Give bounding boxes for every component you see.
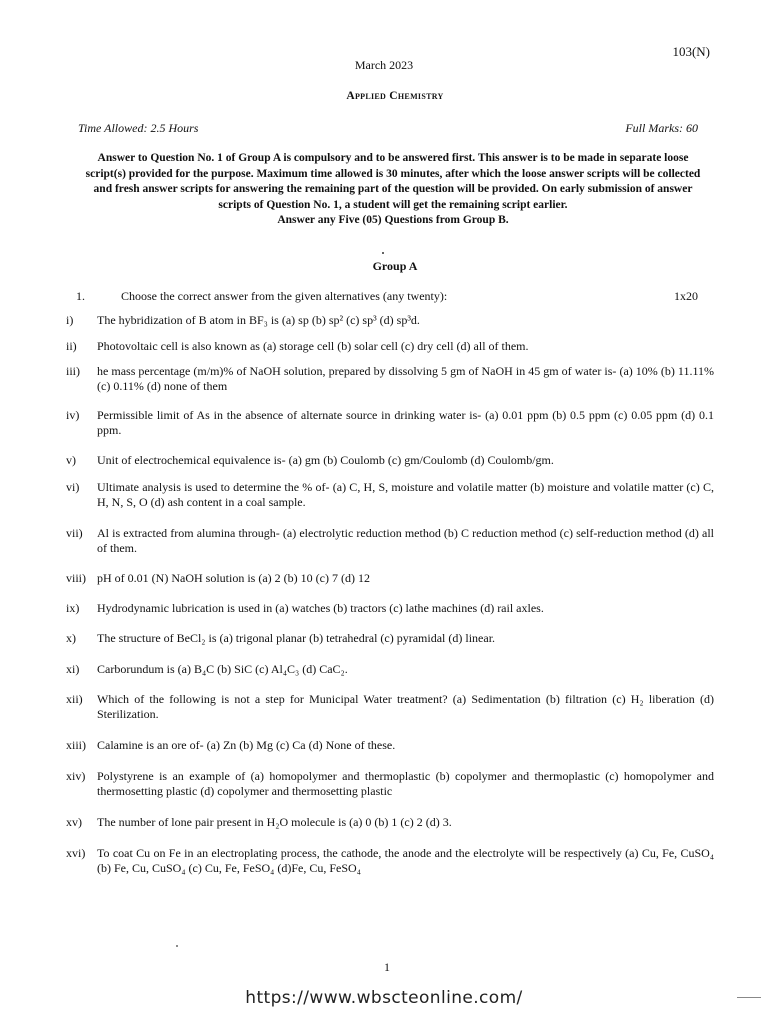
list-item [66, 692, 714, 722]
list-item [66, 631, 714, 646]
item-number: viii) [66, 571, 86, 585]
list-item [66, 480, 714, 510]
item-text: To coat Cu on Fe in an electroplating process, the cathode, the anode and the electrolyte will be respectively (a) Cu, Fe, CuSO₄ (b) Fe, Cu, CuSO₄ (c) Cu, Fe, FeSO₄ (d)Fe, Cu, FeSO₄ [97, 846, 714, 875]
exam-date: March 2023 [354, 58, 414, 72]
list-item [66, 846, 714, 876]
item-text: Unit of electrochemical equivalence is- (a) gm (b) Coulomb (c) gm/Coulomb (d) Coulomb/gm. [97, 453, 554, 467]
item-text: Ultimate analysis is used to determine the % of- (a) C, H, S, moisture and volatile matter (b) moisture and volatile matter (c) C, H, N, S, O (d) ash content in a coal sample. [97, 480, 714, 509]
item-text: Which of the following is not a step for Municipal Water treatment? (a) Sedimentation (b) filtration (c) H₂ liberation (d) Sterilization. [97, 692, 714, 721]
list-item [66, 526, 714, 556]
list-item [66, 601, 714, 616]
item-text: Polystyrene is an example of (a) homopolymer and thermoplastic (b) copolymer and thermoplastic (c) homopolymer and thermosetting plastic (d) copolymer and thermosetting plastic [97, 769, 714, 798]
speck-mark [176, 945, 178, 947]
item-text: Calamine is an ore of- (a) Zn (b) Mg (c) Ca (d) None of these. [97, 738, 396, 752]
item-number: ix) [66, 601, 80, 615]
paper-code: 103(N) [672, 44, 710, 59]
speck-mark [382, 252, 384, 254]
list-item [66, 738, 714, 753]
instruction-group-b: Answer any Five (05) Questions from Group B. [277, 214, 509, 226]
exam-instructions [78, 151, 708, 229]
list-item [66, 815, 714, 830]
list-item [66, 408, 714, 438]
item-number: iii) [66, 364, 80, 378]
time-allowed: Time Allowed: 2.5 Hours [78, 121, 199, 135]
item-number: x) [66, 631, 76, 645]
question-marks: 1x20 [674, 289, 698, 303]
item-text: The structure of BeCl₂ is (a) trigonal planar (b) tetrahedral (c) pyramidal (d) linear. [97, 631, 496, 645]
item-number: i) [66, 313, 74, 327]
item-text: he mass percentage (m/m)% of NaOH solution, prepared by dissolving 5 gm of NaOH in 45 gm of water is- (a) 10% (b) 11.11% (c) 0.11% (d) none of them [97, 364, 714, 393]
instruction-compulsory: Answer to Question No. 1 of Group A is compulsory and to be answered first. This answer is to be made in separate loose script(s) provided for the purpose. Maximum time allowed is 30 minutes, after which the loose answer scripts will be collected and fresh answer scripts for answering the remaining part of the question will be provided. On early submission of answer scripts of Question No. 1, a student will get the remaining script earlier. [85, 152, 701, 211]
item-number: xvi) [66, 846, 86, 860]
item-number: xiv) [66, 769, 86, 783]
subject-title: Applied Chemistry [346, 90, 444, 102]
question-1 [76, 289, 698, 304]
list-item [66, 313, 714, 328]
list-item [66, 571, 714, 586]
question-number: 1. [76, 289, 85, 303]
item-text: Permissible limit of As in the absence of alternate source in drinking water is- (a) 0.01 ppm (b) 0.5 ppm (c) 0.05 ppm (d) 0.1 ppm. [97, 408, 714, 437]
list-item [66, 339, 714, 354]
item-text: Hydrodynamic lubrication is used in (a) watches (b) tractors (c) lathe machines (d) rail axles. [97, 601, 544, 615]
list-item [66, 769, 714, 799]
item-text: The hybridization of B atom in BF₃ is (a) sp (b) sp² (c) sp³ (d) sp³d. [97, 313, 420, 327]
page-number: 1 [384, 960, 390, 974]
item-number: vii) [66, 526, 83, 540]
item-text: Carborundum is (a) B₄C (b) SiC (c) Al₄C₃ (d) CaC₂. [97, 662, 348, 676]
item-text: Photovoltaic cell is also known as (a) storage cell (b) solar cell (c) dry cell (d) all of them. [97, 339, 529, 353]
item-number: v) [66, 453, 76, 467]
list-item [66, 364, 714, 394]
mcq-list [66, 313, 714, 876]
list-item [66, 662, 714, 677]
source-url: https://www.wbscteonline.com/ [245, 988, 523, 1008]
full-marks: Full Marks: 60 [625, 121, 698, 135]
item-number: xii) [66, 692, 83, 706]
item-number: xi) [66, 662, 80, 676]
question-text: Choose the correct answer from the given alternatives (any twenty): [121, 289, 448, 303]
item-number: iv) [66, 408, 80, 422]
item-number: vi) [66, 480, 80, 494]
item-number: ii) [66, 339, 77, 353]
item-number: xv) [66, 815, 82, 829]
item-number: xiii) [66, 738, 86, 752]
item-text: Al is extracted from alumina through- (a) electrolytic reduction method (b) C reduction method (c) self-reduction method (d) all of them. [97, 526, 714, 555]
item-text: pH of 0.01 (N) NaOH solution is (a) 2 (b) 10 (c) 7 (d) 12 [97, 571, 370, 585]
list-item [66, 453, 714, 468]
divider [737, 997, 761, 998]
group-heading: Group A [372, 259, 418, 273]
item-text: The number of lone pair present in H₂O molecule is (a) 0 (b) 1 (c) 2 (d) 3. [97, 815, 452, 829]
